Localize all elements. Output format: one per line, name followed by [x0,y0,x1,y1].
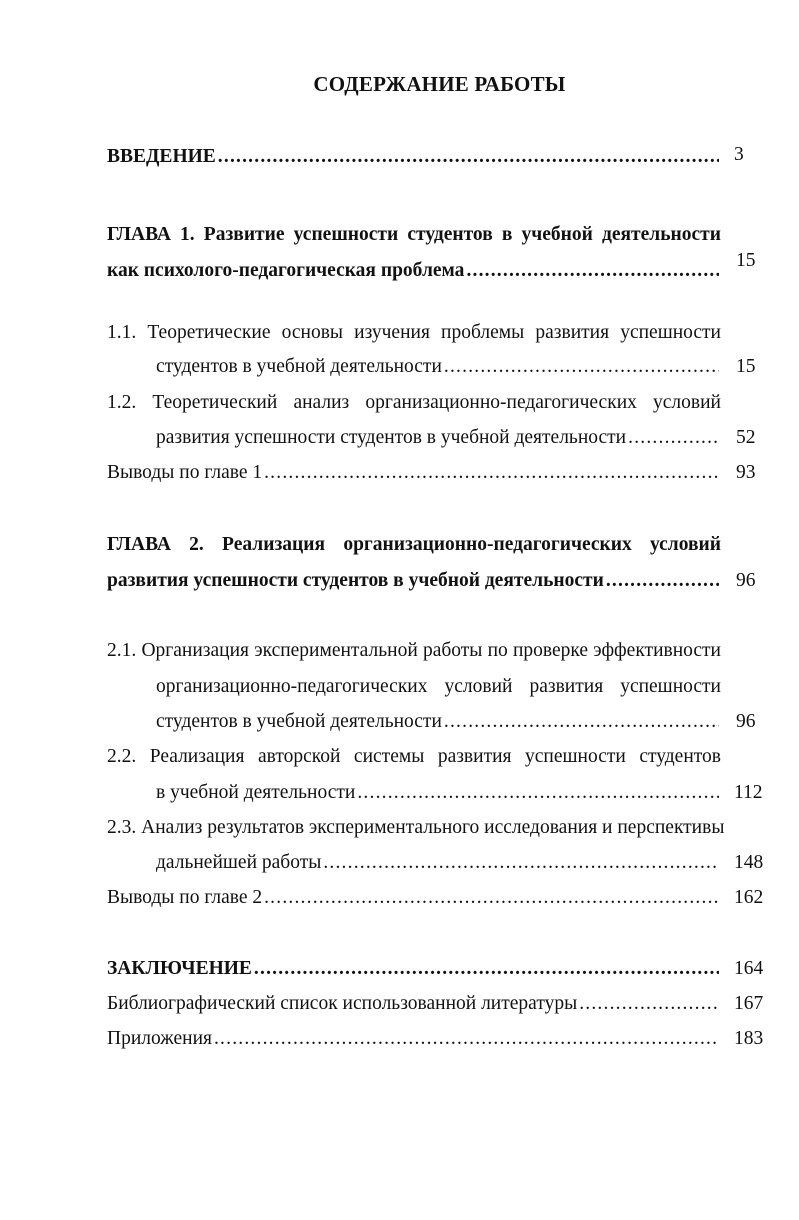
leader-dots [214,1026,719,1052]
section-2-1-cont [156,709,719,735]
page-title: СОДЕРЖАНИЕ РАБОТЫ [313,72,566,96]
leader-dots [444,354,719,380]
section-2-3-cont [156,850,719,876]
section-2-1: 2.1. Организация экспериментальной работы по проверке эффективности [107,640,721,661]
leader-dots [357,780,719,806]
section-2-3: 2.3. Анализ результатов экспериментального исследования и перспективы [107,817,725,838]
toc-entry-label: Библиографический список использованной литературы [107,993,578,1014]
leader-dots [323,850,719,876]
toc-entry-intro [107,144,719,170]
toc-entry-conclusion [107,956,719,982]
toc-entry-label: ЗАКЛЮЧЕНИЕ [107,958,252,979]
leader-dots [466,258,719,284]
page-number: 93 [736,462,756,483]
toc-entry-label: студентов в учебной деятельности [156,711,442,732]
toc-entry-label: в учебной деятельности [156,782,356,803]
page-number: 148 [734,852,764,873]
section-1-2: 1.2. Теоретический анализ организационно-педагогических условий [107,392,721,413]
page-number: 15 [736,250,756,271]
toc-entry-label: развития успешности студентов в учебной деятельности [156,427,627,448]
conclusions-ch2 [107,885,719,911]
chapter-1-heading: ГЛАВА 1. Развитие успешности студентов в учебной деятельности [107,224,721,245]
toc-entry-label: Приложения [107,1028,212,1049]
leader-dots [606,568,719,594]
toc-entry-appendices [107,1026,719,1052]
page-number: 52 [736,427,756,448]
leader-dots [579,991,719,1017]
leader-dots [444,709,719,735]
page-number: 96 [736,711,756,732]
section-2-2-cont [156,780,719,806]
toc-entry-label: Выводы по главе 2 [107,887,263,908]
toc-entry-label: Выводы по главе 1 [107,462,263,483]
page-number: 164 [734,958,764,979]
section-2-1-line2: организационно-педагогических условий развития успешности [156,676,721,697]
section-1-2-cont [156,425,719,451]
toc-entry-label: дальнейшей работы [156,852,322,873]
toc-entry-label: развития успешности студентов в учебной деятельности [107,570,604,591]
page-number: 112 [734,782,763,803]
chapter-2-heading-cont [107,568,719,594]
page-number: 3 [734,144,744,165]
page-number: 167 [734,993,764,1014]
section-1-1-cont [156,354,719,380]
toc-entry-bibliography [107,991,719,1017]
page-number: 15 [736,356,756,377]
page-number: 162 [734,887,764,908]
page-number: 183 [734,1028,764,1049]
chapter-1-heading-cont [107,258,719,284]
leader-dots [218,144,719,170]
section-2-2: 2.2. Реализация авторской системы развития успешности студентов [107,746,721,767]
toc-entry-label: ВВЕДЕНИЕ [107,146,216,167]
section-1-1: 1.1. Теоретические основы изучения проблемы развития успешности [107,322,721,343]
chapter-2-heading: ГЛАВА 2. Реализация организационно-педагогических условий [107,534,721,555]
toc-entry-label: как психолого-педагогическая проблема [107,260,465,281]
leader-dots [628,425,719,451]
leader-dots [264,885,719,911]
leader-dots [254,956,719,982]
conclusions-ch1 [107,460,719,486]
leader-dots [264,460,719,486]
page-number: 96 [736,570,756,591]
toc-entry-label: студентов в учебной деятельности [156,356,442,377]
